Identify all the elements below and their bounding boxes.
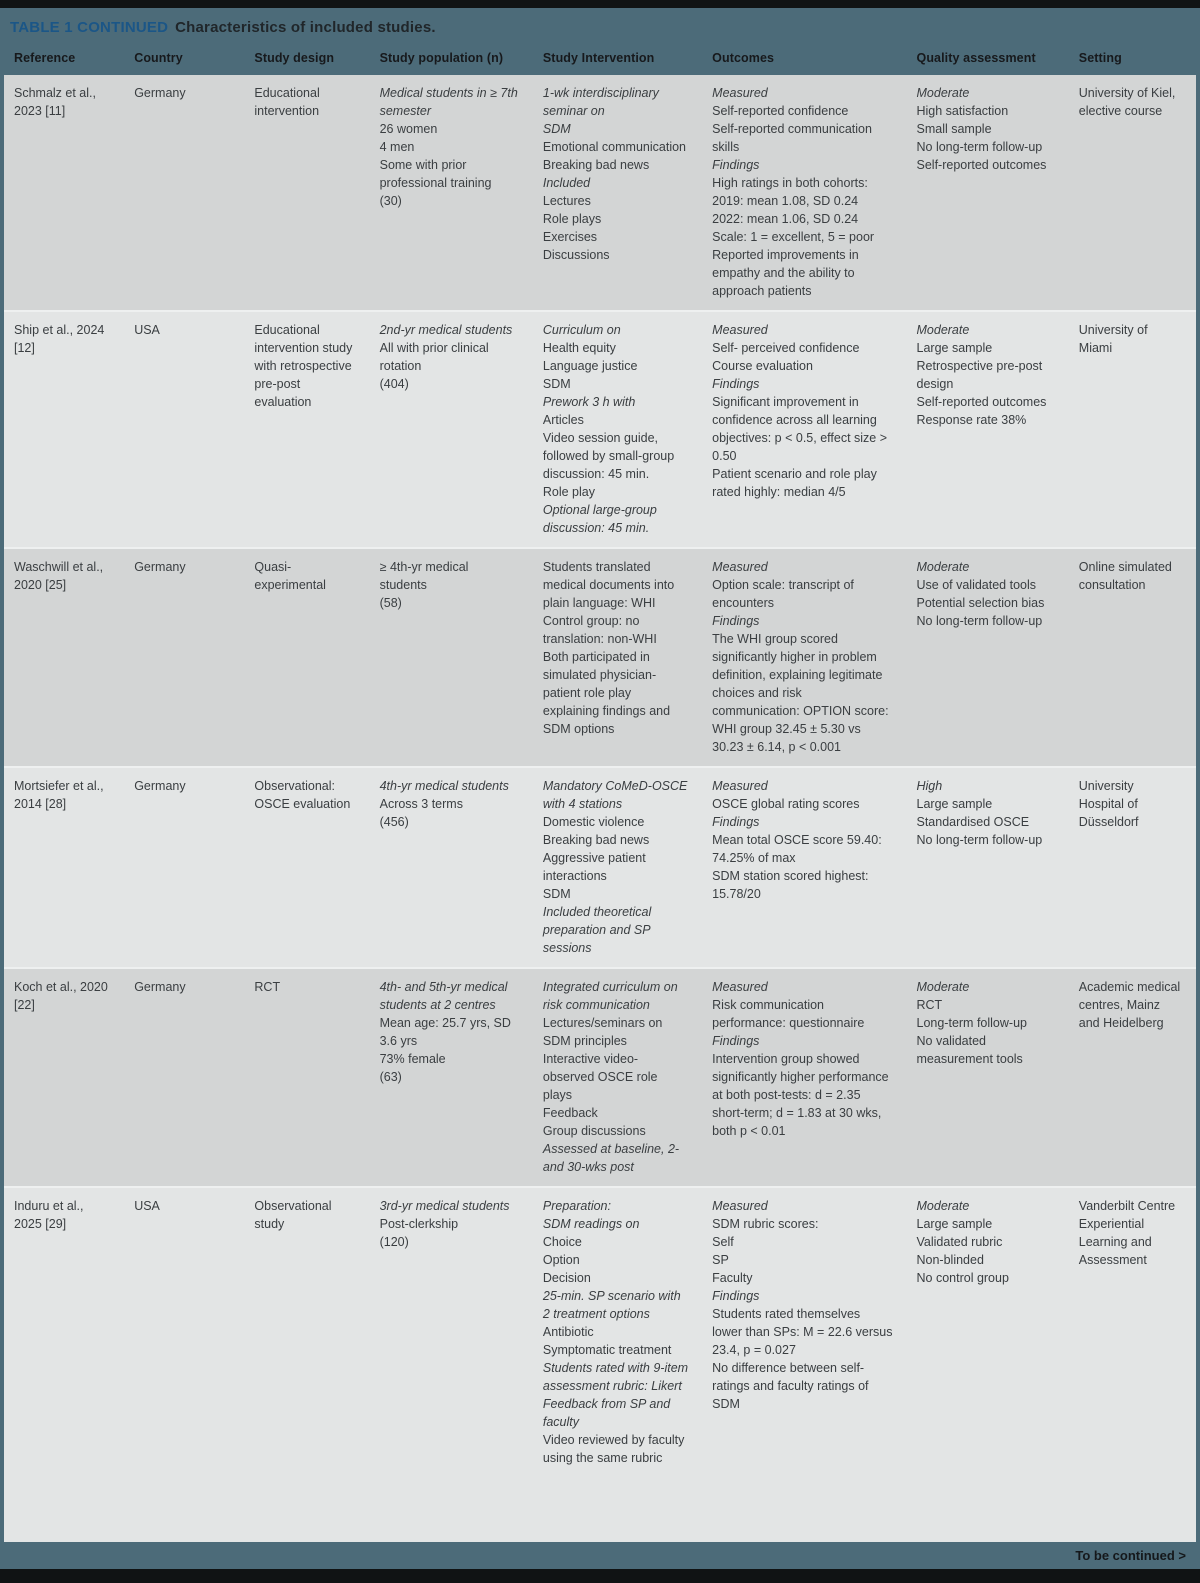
cell-reference bbox=[4, 969, 124, 1186]
table-header-row bbox=[4, 45, 1196, 75]
cell-reference bbox=[4, 549, 124, 766]
text-line: Emotional communication bbox=[542, 140, 686, 154]
cell-outcomes bbox=[702, 75, 906, 310]
text-line: Findings bbox=[712, 1034, 760, 1048]
column-header-outcomes: Outcomes bbox=[712, 51, 775, 65]
text-line: Language justice bbox=[542, 359, 638, 373]
text-line: Germany bbox=[134, 779, 186, 793]
cell-outcomes bbox=[702, 312, 906, 547]
text-line: Included bbox=[542, 176, 591, 190]
table-row bbox=[4, 766, 1196, 967]
text-line: 73% female bbox=[379, 1052, 446, 1066]
text-line: All with prior clinical rotation bbox=[379, 341, 489, 373]
text-line: Interactive video-observed OSCE role plays bbox=[542, 1052, 658, 1102]
text-line: USA bbox=[134, 1199, 160, 1213]
text-line: No control group bbox=[916, 1271, 1009, 1285]
text-line: 2022: mean 1.06, SD 0.24 bbox=[712, 212, 859, 226]
text-line: ≥ 4th-yr medical students bbox=[379, 560, 469, 592]
text-line: Educational intervention bbox=[254, 86, 320, 118]
table-row bbox=[4, 75, 1196, 310]
text-line: Observational study bbox=[254, 1199, 332, 1231]
text-line: Vanderbilt Centre Experiential Learning and Assessment bbox=[1078, 1199, 1176, 1267]
text-line: Choice bbox=[542, 1235, 582, 1249]
text-line: 26 women bbox=[379, 122, 438, 136]
text-line: Findings bbox=[712, 815, 760, 829]
text-line: Included theoretical preparation and SP sessions bbox=[542, 905, 652, 955]
text-line: 1-wk interdisciplinary seminar on bbox=[542, 86, 659, 118]
column-header-population: Study population (n) bbox=[379, 51, 504, 65]
text-line: Online simulated consultation bbox=[1078, 560, 1172, 592]
text-line: High ratings in both cohorts: bbox=[712, 176, 868, 190]
text-line: Potential selection bias bbox=[916, 596, 1045, 610]
cell-outcomes bbox=[702, 549, 906, 766]
text-line: Self-reported outcomes bbox=[916, 158, 1047, 172]
text-line: Waschwill et al., 2020 [25] bbox=[14, 560, 104, 592]
text-line: (63) bbox=[379, 1070, 402, 1084]
text-line: Antibiotic bbox=[542, 1325, 594, 1339]
table-title-tag: TABLE 1 CONTINUED bbox=[10, 19, 169, 36]
text-line: Academic medical centres, Mainz and Heidelberg bbox=[1078, 980, 1181, 1030]
text-line: Medical students in ≥ 7th semester bbox=[379, 86, 518, 118]
text-line: Self- perceived confidence bbox=[712, 341, 860, 355]
text-line: Self-reported outcomes bbox=[916, 395, 1047, 409]
cell-setting bbox=[1069, 768, 1196, 967]
text-line: RCT bbox=[254, 980, 281, 994]
text-line: Standardised OSCE bbox=[916, 815, 1030, 829]
text-line: Mean total OSCE score 59.40: 74.25% of max bbox=[712, 833, 882, 865]
text-line: Mean age: 25.7 yrs, SD 3.6 yrs bbox=[379, 1016, 511, 1048]
text-line: Role plays bbox=[542, 212, 602, 226]
text-line: High bbox=[916, 779, 943, 793]
text-line: Large sample bbox=[916, 341, 993, 355]
cell-design bbox=[244, 969, 369, 1186]
text-line: Germany bbox=[134, 560, 186, 574]
text-line: Some with prior professional training bbox=[379, 158, 492, 190]
bottom-black-bar bbox=[0, 1569, 1200, 1583]
text-line: SDM bbox=[542, 122, 571, 136]
cell-reference bbox=[4, 312, 124, 547]
cell-setting bbox=[1069, 1188, 1196, 1542]
column-header-country: Country bbox=[134, 51, 183, 65]
text-line: Measured bbox=[712, 86, 768, 100]
text-line: Measured bbox=[712, 560, 768, 574]
text-line: Integrated curriculum on risk communication bbox=[542, 980, 678, 1012]
text-line: No long-term follow-up bbox=[916, 614, 1043, 628]
text-line: Response rate 38% bbox=[916, 413, 1027, 427]
text-line: Decision bbox=[542, 1271, 591, 1285]
text-line: Quasi-experimental bbox=[254, 560, 326, 592]
text-line: Breaking bad news bbox=[542, 833, 650, 847]
text-line: 3rd-yr medical students bbox=[379, 1199, 510, 1213]
text-line: Measured bbox=[712, 980, 768, 994]
cell-intervention bbox=[533, 969, 702, 1186]
text-line: Measured bbox=[712, 1199, 768, 1213]
text-line: SDM bbox=[542, 377, 571, 391]
text-line: 25-min. SP scenario with 2 treatment options bbox=[542, 1289, 681, 1321]
text-line: USA bbox=[134, 323, 160, 337]
cell-population bbox=[370, 768, 533, 967]
text-line: Moderate bbox=[916, 1199, 970, 1213]
text-line: The WHI group scored significantly higher in problem definition, explaining legitimate choices and risk communication: OPTION score: WHI group 32.45 ± 5.30 vs 30.23 ± 6.14, p < 0.001 bbox=[712, 632, 889, 754]
cell-country bbox=[124, 312, 244, 547]
text-line: Control group: no translation: non-WHI bbox=[542, 614, 657, 646]
text-line: SDM rubric scores: bbox=[712, 1217, 819, 1231]
cell-setting bbox=[1069, 549, 1196, 766]
text-line: SDM station scored highest: 15.78/20 bbox=[712, 869, 869, 901]
text-line: Video session guide, followed by small-group discussion: 45 min. bbox=[542, 431, 675, 481]
column-header-design: Study design bbox=[254, 51, 335, 65]
text-line: SDM readings on bbox=[542, 1217, 640, 1231]
column-header-setting: Setting bbox=[1078, 51, 1122, 65]
text-line: Reported improvements in empathy and the ability to approach patients bbox=[712, 248, 859, 298]
text-line: Curriculum on bbox=[542, 323, 621, 337]
cell-intervention bbox=[533, 75, 702, 310]
text-line: Induru et al., 2025 [29] bbox=[14, 1199, 84, 1231]
column-header-reference: Reference bbox=[14, 51, 76, 65]
cell-population bbox=[370, 1188, 533, 1542]
text-line: Symptomatic treatment bbox=[542, 1343, 672, 1357]
text-line: Feedback bbox=[542, 1106, 598, 1120]
text-line: Faculty bbox=[712, 1271, 753, 1285]
cell-design bbox=[244, 1188, 369, 1542]
text-line: Preparation: bbox=[542, 1199, 611, 1213]
text-line: Measured bbox=[712, 779, 768, 793]
text-line: Validated rubric bbox=[916, 1235, 1003, 1249]
cell-intervention bbox=[533, 768, 702, 967]
text-line: Use of validated tools bbox=[916, 578, 1037, 592]
text-line: Moderate bbox=[916, 323, 970, 337]
text-line: University of Kiel, elective course bbox=[1078, 86, 1176, 118]
cell-intervention bbox=[533, 1188, 702, 1542]
text-line: 4th- and 5th-yr medical students at 2 centres bbox=[379, 980, 508, 1012]
text-line: Scale: 1 = excellent, 5 = poor bbox=[712, 230, 875, 244]
table-title-text: Characteristics of included studies. bbox=[175, 19, 436, 36]
cell-design bbox=[244, 768, 369, 967]
text-line: Large sample bbox=[916, 1217, 993, 1231]
table-row bbox=[4, 310, 1196, 547]
table-title bbox=[0, 8, 1200, 45]
text-line: Self-reported communication skills bbox=[712, 122, 872, 154]
text-line: No long-term follow-up bbox=[916, 833, 1043, 847]
text-line: Students rated themselves lower than SPs: M = 22.6 versus 23.4, p = 0.027 bbox=[712, 1307, 893, 1357]
text-line: Both participated in simulated physician-patient role play explaining findings and SDM options bbox=[542, 650, 671, 736]
text-line: Domestic violence bbox=[542, 815, 645, 829]
cell-setting bbox=[1069, 969, 1196, 1186]
text-line: Mandatory CoMeD-OSCE with 4 stations bbox=[542, 779, 688, 811]
cell-outcomes bbox=[702, 969, 906, 1186]
cell-design bbox=[244, 312, 369, 547]
cell-country bbox=[124, 969, 244, 1186]
cell-population bbox=[370, 549, 533, 766]
cell-population bbox=[370, 969, 533, 1186]
table-body bbox=[0, 75, 1200, 1542]
cell-population bbox=[370, 312, 533, 547]
cell-quality bbox=[907, 1188, 1069, 1542]
text-line: Exercises bbox=[542, 230, 598, 244]
text-line: Students rated with 9-item assessment rubric: Likert bbox=[542, 1361, 689, 1393]
text-line: SDM bbox=[542, 887, 571, 901]
text-line: Retrospective pre-post design bbox=[916, 359, 1043, 391]
text-line: Health equity bbox=[542, 341, 616, 355]
cell-intervention bbox=[533, 312, 702, 547]
text-line: RCT bbox=[916, 998, 943, 1012]
cell-setting bbox=[1069, 75, 1196, 310]
text-line: (30) bbox=[379, 194, 402, 208]
cell-quality bbox=[907, 969, 1069, 1186]
cell-outcomes bbox=[702, 1188, 906, 1542]
cell-reference bbox=[4, 75, 124, 310]
text-line: Option bbox=[542, 1253, 580, 1267]
text-line: Articles bbox=[542, 413, 584, 427]
text-line: Educational intervention study with retrospective pre-post evaluation bbox=[254, 323, 353, 409]
text-line: University of Miami bbox=[1078, 323, 1148, 355]
text-line: Small sample bbox=[916, 122, 992, 136]
cell-intervention bbox=[533, 549, 702, 766]
text-line: Aggressive patient interactions bbox=[542, 851, 646, 883]
text-line: 2nd-yr medical students bbox=[379, 323, 513, 337]
text-line: Non-blinded bbox=[916, 1253, 984, 1267]
table-footer bbox=[0, 1542, 1200, 1569]
text-line: 4 men bbox=[379, 140, 415, 154]
table-row bbox=[4, 967, 1196, 1186]
cell-quality bbox=[907, 75, 1069, 310]
cell-setting bbox=[1069, 312, 1196, 547]
cell-reference bbox=[4, 1188, 124, 1542]
text-line: Moderate bbox=[916, 560, 970, 574]
text-line: Significant improvement in confidence across all learning objectives: p < 0.5, effect size > 0.50 bbox=[712, 395, 888, 463]
cell-reference bbox=[4, 768, 124, 967]
text-line: Prework 3 h with bbox=[542, 395, 636, 409]
text-line: Germany bbox=[134, 86, 186, 100]
cell-outcomes bbox=[702, 768, 906, 967]
text-line: Risk communication performance: questionnaire bbox=[712, 998, 865, 1030]
text-line: (58) bbox=[379, 596, 402, 610]
text-line: Students translated medical documents into plain language: WHI bbox=[542, 560, 675, 610]
text-line: No long-term follow-up bbox=[916, 140, 1043, 154]
text-line: Findings bbox=[712, 1289, 760, 1303]
text-line: OSCE global rating scores bbox=[712, 797, 860, 811]
text-line: 2019: mean 1.08, SD 0.24 bbox=[712, 194, 859, 208]
text-line: Lectures bbox=[542, 194, 591, 208]
text-line: Optional large-group discussion: 45 min. bbox=[542, 503, 657, 535]
text-line: Schmalz et al., 2023 [11] bbox=[14, 86, 96, 118]
text-line: Findings bbox=[712, 377, 760, 391]
text-line: SP bbox=[712, 1253, 729, 1267]
text-line: Feedback from SP and faculty bbox=[542, 1397, 671, 1429]
text-line: Observational: OSCE evaluation bbox=[254, 779, 351, 811]
text-line: Intervention group showed significantly higher performance at both post-tests: d = 2.35 short-term; d = 1.83 at 30 wks, both p < 0.01 bbox=[712, 1052, 889, 1138]
text-line: Self bbox=[712, 1235, 734, 1249]
text-line: Findings bbox=[712, 614, 760, 628]
cell-country bbox=[124, 549, 244, 766]
text-line: Patient scenario and role play rated highly: median 4/5 bbox=[712, 467, 877, 499]
cell-population bbox=[370, 75, 533, 310]
text-line: 4th-yr medical students bbox=[379, 779, 509, 793]
cell-country bbox=[124, 768, 244, 967]
text-line: (404) bbox=[379, 377, 409, 391]
text-line: Ship et al., 2024 [12] bbox=[14, 323, 105, 355]
text-line: (456) bbox=[379, 815, 409, 829]
text-line: Moderate bbox=[916, 980, 970, 994]
text-line: Discussions bbox=[542, 248, 610, 262]
cell-quality bbox=[907, 549, 1069, 766]
text-line: Post-clerkship bbox=[379, 1217, 459, 1231]
text-line: Large sample bbox=[916, 797, 993, 811]
to-be-continued-note: To be continued > bbox=[1075, 1548, 1186, 1563]
column-header-intervention: Study Intervention bbox=[542, 51, 655, 65]
cell-country bbox=[124, 1188, 244, 1542]
text-line: Across 3 terms bbox=[379, 797, 463, 811]
text-line: Breaking bad news bbox=[542, 158, 650, 172]
text-line: Option scale: transcript of encounters bbox=[712, 578, 854, 610]
text-line: Self-reported confidence bbox=[712, 104, 849, 118]
text-line: Mortsiefer et al., 2014 [28] bbox=[14, 779, 104, 811]
text-line: University Hospital of Düsseldorf bbox=[1078, 779, 1139, 829]
cell-quality bbox=[907, 312, 1069, 547]
text-line: Course evaluation bbox=[712, 359, 813, 373]
cell-country bbox=[124, 75, 244, 310]
text-line: No validated measurement tools bbox=[916, 1034, 1023, 1066]
text-line: Findings bbox=[712, 158, 760, 172]
text-line: Role play bbox=[542, 485, 595, 499]
text-line: High satisfaction bbox=[916, 104, 1009, 118]
top-black-bar bbox=[0, 0, 1200, 8]
text-line: (120) bbox=[379, 1235, 409, 1249]
text-line: Long-term follow-up bbox=[916, 1016, 1027, 1030]
table-row bbox=[4, 547, 1196, 766]
text-line: Group discussions bbox=[542, 1124, 646, 1138]
cell-design bbox=[244, 549, 369, 766]
text-line: Koch et al., 2020 [22] bbox=[14, 980, 108, 1012]
cell-quality bbox=[907, 768, 1069, 967]
text-line: Lectures/seminars on SDM principles bbox=[542, 1016, 663, 1048]
text-line: No difference between self-ratings and faculty ratings of SDM bbox=[712, 1361, 869, 1411]
text-line: Video reviewed by faculty using the same rubric bbox=[542, 1433, 685, 1465]
text-line: Assessed at baseline, 2- and 30-wks post bbox=[542, 1142, 680, 1174]
text-line: Measured bbox=[712, 323, 768, 337]
text-line: Moderate bbox=[916, 86, 970, 100]
text-line: Germany bbox=[134, 980, 186, 994]
table-row bbox=[4, 1186, 1196, 1542]
column-header-quality: Quality assessment bbox=[916, 51, 1036, 65]
cell-design bbox=[244, 75, 369, 310]
